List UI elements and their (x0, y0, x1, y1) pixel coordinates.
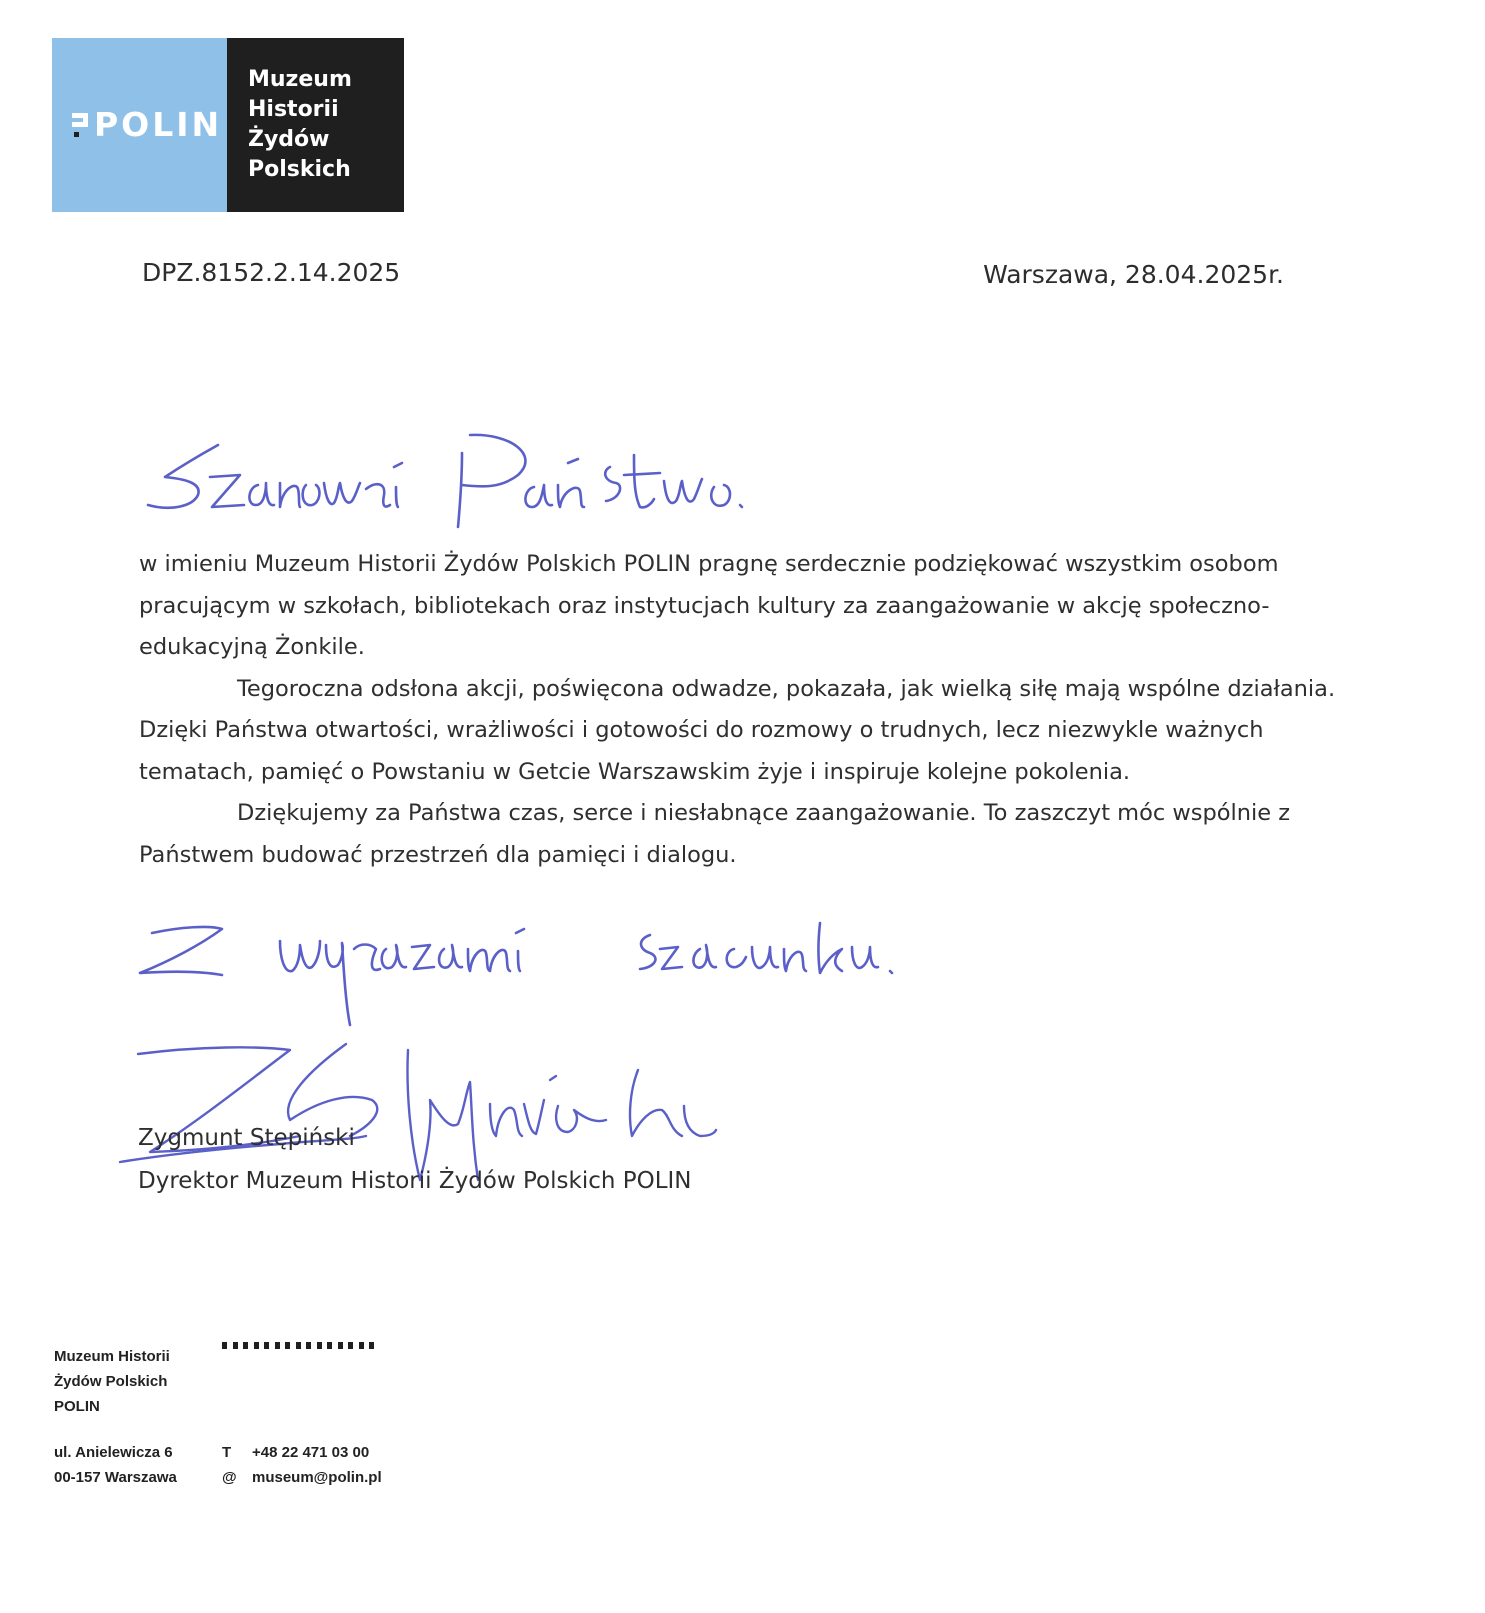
paragraph: Tegoroczna odsłona akcji, poświęcona odwadze, pokazała, jak wielką siłę mają wspólne działania. Dzięki Państwa otwartości, wrażliwości i gotowości do rozmowy o trudnych, lecz niezwykle ważnych tematach, pamięć o Powstaniu w Getcie Warszawskim żyje i inspiruje kolejne pokolenia. (139, 675, 1336, 785)
footer-address-line: ul. Anielewicza 6 (54, 1444, 173, 1461)
paragraph: w imieniu Muzeum Historii Żydów Polskich POLIN pragnę serdecznie podziękować wszystkim osobom pracującym w szkołach, bibliotekach oraz instytucjach kultury za zaangażowanie w akcję społeczno-edukacyjną Żonkile. (139, 551, 1279, 660)
footer-email (222, 1465, 382, 1490)
place-and-date: Warszawa, 28.04.2025r. (983, 260, 1284, 289)
logo-museum-name (248, 65, 352, 185)
footer-organization (54, 1344, 170, 1419)
footer-org-line: POLIN (54, 1398, 100, 1415)
signatory-name: Zygmunt Stępiński (138, 1125, 355, 1151)
footer-address (54, 1440, 177, 1490)
letter-body (139, 544, 1371, 876)
handwritten-salutation (140, 425, 820, 535)
handwritten-closing (130, 905, 920, 1035)
footer-address-line: 00-157 Warszawa (54, 1469, 177, 1486)
polin-symbol-icon (72, 110, 88, 140)
paragraph: Dziękujemy za Państwa czas, serce i niesłabnące zaangażowanie. To zaszczyt móc wspólnie z Państwem budować przestrzeń dla pamięci i dialogu. (139, 800, 1291, 868)
logo-line: Żydów (248, 127, 330, 152)
logo-wordmark: POLIN (94, 105, 223, 144)
phone-number: +48 22 471 03 00 (252, 1444, 370, 1461)
footer-contacts (222, 1440, 382, 1490)
polin-logo (52, 38, 404, 212)
signatory-title: Dyrektor Muzeum Historii Żydów Polskich POLIN (138, 1168, 692, 1194)
logo-line: Polskich (248, 157, 351, 182)
footer-phone (222, 1440, 382, 1465)
document-reference: DPZ.8152.2.14.2025 (142, 258, 401, 287)
email-address[interactable]: museum@polin.pl (252, 1469, 382, 1486)
footer-org-line: Muzeum Historii (54, 1348, 170, 1365)
logo-mark (72, 105, 223, 144)
footer-dot-divider (222, 1342, 374, 1349)
logo-line: Historii (248, 97, 339, 122)
logo-dark-panel (227, 38, 404, 212)
logo-line: Muzeum (248, 67, 352, 92)
email-icon: @ (222, 1469, 237, 1486)
phone-label: T (222, 1444, 232, 1461)
footer-org-line: Żydów Polskich (54, 1373, 168, 1390)
logo-blue-panel (52, 38, 227, 212)
